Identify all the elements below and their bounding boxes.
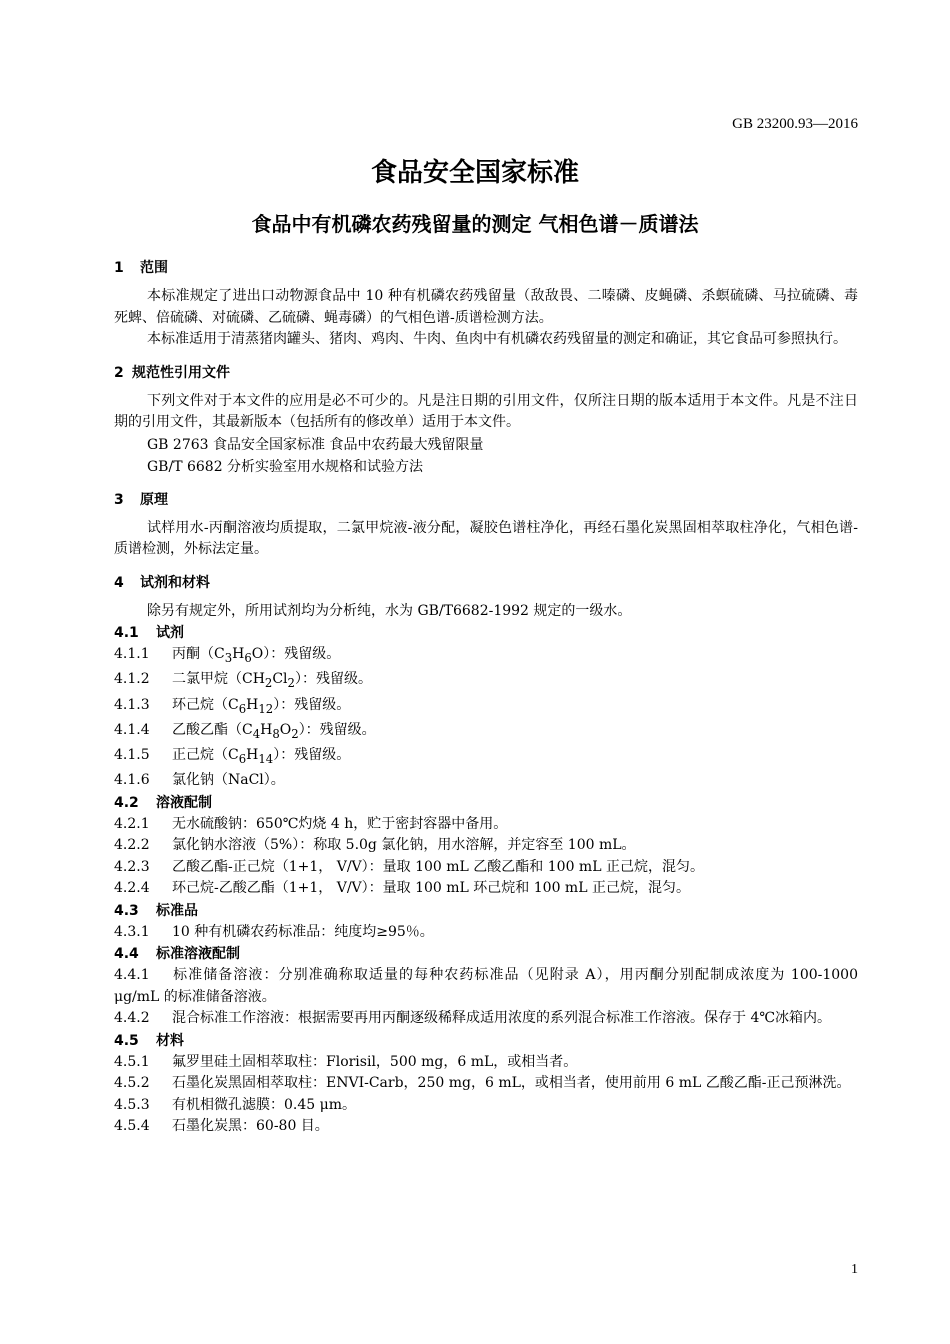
item-text: 石墨化炭黑：60-80 目。 (172, 1118, 329, 1135)
item-text: 无水硫酸钠：650℃灼烧 4 h，贮于密封容器中备用。 (172, 815, 508, 832)
list-item (114, 1052, 858, 1074)
item-text: 乙酸乙酯-正己烷（1+1， V/V）：量取 100 mL 乙酸乙酯和 100 mL 正己烷，混匀。 (172, 858, 704, 875)
section-heading-reagents (114, 573, 858, 593)
item-text: 氯化钠（NaCl）。 (172, 772, 285, 789)
item-number: 4.3.1 (114, 923, 150, 940)
section-title: 规范性引用文件 (132, 364, 230, 381)
item-number: 4.5.2 (114, 1075, 150, 1092)
list-item (114, 1008, 858, 1030)
subsection-title: 试剂 (156, 625, 184, 641)
paragraph: 下列文件对于本文件的应用是必不可少的。凡是注日期的引用文件，仅所注日期的版本适用于本文件。凡是不注日期的引用文件，其最新版本（包括所有的修改单）适用于本文件。 (114, 392, 858, 430)
section-title: 范围 (140, 260, 168, 276)
list-item: 4.1.3 环己烷$(C_6H_{12})$：残留级。 (114, 696, 351, 716)
item-text: 有机相微孔滤膜：0.45 μm。 (172, 1096, 356, 1113)
list-item (114, 1095, 858, 1117)
paragraph: 除另有规定外，所用试剂均为分析纯，水为 GB/T6682-1992 规定的一级水。 (147, 602, 632, 619)
page-number: 1 (851, 1262, 858, 1277)
item-number: 4.1.6 (114, 772, 150, 789)
item-text: 石墨化炭黑固相萃取柱：ENVI-Carb，250 mg，6 mL，或相当者，使用前用 6 mL 乙酸乙酯-正己预淋洗。 (172, 1075, 851, 1092)
list-item (114, 878, 858, 900)
subsection-heading-standards (114, 900, 858, 922)
item-number: 4.1.1 (114, 646, 150, 662)
standard-code: GB 23200.93—2016 (732, 116, 858, 132)
list-item: 4.1.4 乙酸乙酯$(C_4H_8O_2)$：残留级。 (114, 721, 376, 741)
item-number: 4.1.2 (114, 671, 150, 688)
list-item (114, 814, 858, 836)
subsection-heading-solutions (114, 792, 858, 814)
item-text: 10 种有机磷农药标准品：纯度均≥95％。 (172, 923, 434, 940)
item-number: 4.2.2 (114, 837, 150, 854)
document-title: 食品安全国家标准 (370, 158, 579, 188)
item-number: 4.2.4 (114, 880, 150, 897)
reference-item: GB/T 6682 分析实验室用水规格和试验方法 (147, 458, 424, 475)
subsection-number: 4.2 (114, 794, 139, 811)
item-text: 混合标准工作溶液：根据需要再用丙酮逐级稀释成适用浓度的系列混合标准工作溶液。保存于 4℃冰箱内。 (172, 1010, 832, 1027)
list-item (114, 770, 858, 792)
section-heading-principle (114, 490, 858, 510)
section-heading-normative-references (114, 363, 858, 383)
item-number: 4.4.1 (114, 967, 150, 984)
reference-item: GB 2763 食品安全国家标准 食品中农药最大残留限量 (147, 436, 484, 453)
subsection-number: 4.1 (114, 625, 139, 641)
paragraph: 试样用水-丙酮溶液均质提取，二氯甲烷液-液分配，凝胶色谱柱净化，再经石墨化炭黑固相萃取柱净化，气相色谱-质谱检测，外标法定量。 (114, 519, 858, 557)
paragraph: 本标准规定了进出口动物源食品中 10 种有机磷农药残留量（敌敌畏、二嗪磷、皮蝇磷、杀螟硫磷、马拉硫磷、毒死蜱、倍硫磷、对硫磷、乙硫磷、蝇毒磷）的气相色谱-质谱检测方法。 (114, 288, 858, 326)
item-number: 4.1.5 (114, 747, 150, 764)
section-number: 1 (114, 260, 124, 276)
item-text: 氟罗里硅土固相萃取柱：Florisil，500 mg，6 mL，或相当者。 (172, 1053, 578, 1070)
document-subtitle: 食品中有机磷农药残留量的测定 气相色谱－质谱法 (251, 212, 699, 236)
item-number: 4.1.3 (114, 696, 150, 713)
list-item (114, 857, 858, 879)
subsection-heading-materials (114, 1030, 858, 1052)
section-number: 4 (114, 574, 124, 591)
subsection-title: 溶液配制 (156, 794, 212, 811)
list-item (114, 965, 858, 1008)
section-number: 3 (114, 491, 124, 508)
item-text: 环己烷-乙酸乙酯（1+1， V/V）：量取 100 mL 环己烷和 100 mL 正己烷，混匀。 (172, 880, 690, 897)
item-number: 4.2.3 (114, 858, 150, 875)
item-text: 氯化钠水溶液（5%）：称取 5.0g 氯化钠，用水溶解，并定容至 100 mL。 (172, 837, 636, 854)
subsection-number: 4.4 (114, 946, 139, 963)
list-item: 4.1.2 二氯甲烷$(CH_2Cl_2)$：残留级。 (114, 671, 372, 691)
list-item (114, 1073, 858, 1095)
section-heading-scope (114, 258, 858, 278)
item-number: 4.4.2 (114, 1010, 150, 1027)
section-title: 试剂和材料 (140, 574, 210, 591)
item-number: 4.5.1 (114, 1053, 150, 1070)
document-body (114, 258, 858, 1138)
list-item: 4.1.5 正己烷$(C_6H_{14})$：残留级。 (114, 747, 351, 766)
item-number: 4.1.4 (114, 721, 150, 738)
paragraph: 本标准适用于清蒸猪肉罐头、猪肉、鸡肉、牛肉、鱼肉中有机磷农药残留量的测定和确证，其它食品可参照执行。 (147, 331, 847, 347)
item-number: 4.5.4 (114, 1118, 150, 1135)
list-item (114, 835, 858, 857)
subsection-number: 4.5 (114, 1032, 139, 1049)
item-number: 4.5.3 (114, 1096, 150, 1113)
subsection-number: 4.3 (114, 902, 139, 919)
list-item (114, 1116, 858, 1138)
item-number: 4.2.1 (114, 815, 150, 832)
subsection-title: 标准品 (156, 902, 198, 919)
section-number: 2 (114, 364, 124, 381)
section-title: 原理 (140, 491, 168, 508)
subsection-title: 标准溶液配制 (156, 946, 240, 963)
item-text: 标准储备溶液：分别准确称取适量的每种农药标准品（见附录 A），用丙酮分别配制成浓度为 100-1000 μg/mL 的标准储备溶液。 (114, 967, 858, 1005)
list-item: 4.1.1 丙酮$(C_3H_6O)$：残留级。 (114, 646, 341, 665)
subsection-heading-standard-solutions (114, 943, 858, 965)
list-item (114, 922, 858, 944)
subsection-title: 材料 (156, 1032, 184, 1049)
subsection-heading-reagents (114, 622, 858, 644)
